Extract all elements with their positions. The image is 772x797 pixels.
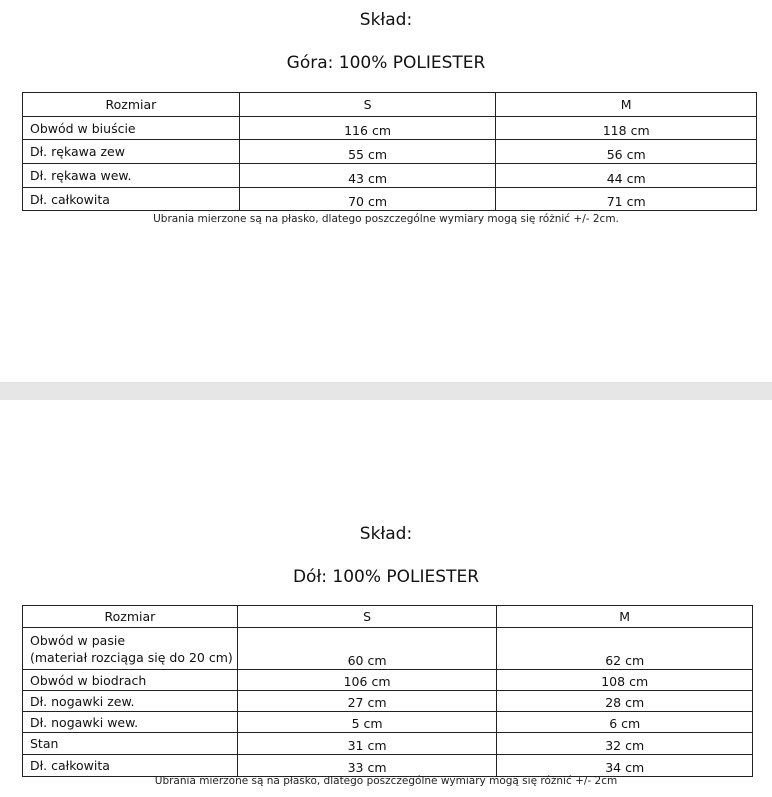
- bottom-composition: Dół: 100% POLIESTER: [292, 567, 480, 587]
- table-row: [23, 755, 753, 777]
- value-s: 55 cm: [239, 140, 496, 164]
- value-s: 106 cm: [237, 670, 497, 691]
- bottom-size-table: [22, 605, 753, 777]
- row-label: Dł. rękawa wew.: [23, 164, 240, 188]
- value-m: 62 cm: [497, 628, 753, 670]
- section-divider: [0, 382, 772, 400]
- top-composition: Góra: 100% POLIESTER: [286, 53, 486, 73]
- header-size: Rozmiar: [23, 93, 240, 117]
- table-row: [23, 628, 753, 670]
- value-m: 71 cm: [496, 188, 757, 211]
- table-row: [23, 188, 757, 211]
- row-label: Dł. rękawa zew: [23, 140, 240, 164]
- row-label: Dł. nogawki wew.: [23, 712, 238, 733]
- value-s: 5 cm: [237, 712, 497, 733]
- row-label: Dł. całkowita: [23, 755, 238, 777]
- table-row: [23, 670, 753, 691]
- table-row: [23, 712, 753, 733]
- table-row: [23, 733, 753, 755]
- bottom-measure-note: Ubrania mierzone są na płasko, dlatego poszczególne wymiary mogą się różnić +/- 2cm: [154, 775, 618, 787]
- value-m: 56 cm: [496, 140, 757, 164]
- row-label: Stan: [23, 733, 238, 755]
- header-s: S: [239, 93, 496, 117]
- row-label-line1: Obwód w pasie: [30, 632, 126, 648]
- row-label: Dł. całkowita: [23, 188, 240, 211]
- value-s: 43 cm: [239, 164, 496, 188]
- table-row: [23, 117, 757, 140]
- row-label: Obwód w biuście: [23, 117, 240, 140]
- value-s: 31 cm: [237, 733, 497, 755]
- header-m: M: [496, 93, 757, 117]
- value-s: 60 cm: [237, 628, 497, 670]
- bottom-heading: Skład:: [359, 524, 413, 544]
- row-label-line2: (materiał rozciąga się do 20 cm): [30, 649, 233, 665]
- value-m: 6 cm: [497, 712, 753, 733]
- value-m: 108 cm: [497, 670, 753, 691]
- row-label: Dł. nogawki zew.: [23, 691, 238, 712]
- row-label: [23, 628, 238, 670]
- header-s: S: [237, 606, 497, 628]
- value-m: 32 cm: [497, 733, 753, 755]
- value-s: 27 cm: [237, 691, 497, 712]
- value-m: 44 cm: [496, 164, 757, 188]
- header-m: M: [497, 606, 753, 628]
- table-header-row: [23, 93, 757, 117]
- top-measure-note: Ubrania mierzone są na płasko, dlatego poszczególne wymiary mogą się różnić +/- 2cm.: [153, 213, 619, 225]
- table-header-row: [23, 606, 753, 628]
- top-size-table: [22, 92, 757, 211]
- value-m: 28 cm: [497, 691, 753, 712]
- value-s: 33 cm: [237, 755, 497, 777]
- table-row: [23, 140, 757, 164]
- table-row: [23, 691, 753, 712]
- value-m: 34 cm: [497, 755, 753, 777]
- value-s: 116 cm: [239, 117, 496, 140]
- header-size: Rozmiar: [23, 606, 238, 628]
- top-heading: Skład:: [359, 10, 413, 30]
- row-label: Obwód w biodrach: [23, 670, 238, 691]
- value-s: 70 cm: [239, 188, 496, 211]
- value-m: 118 cm: [496, 117, 757, 140]
- table-row: [23, 164, 757, 188]
